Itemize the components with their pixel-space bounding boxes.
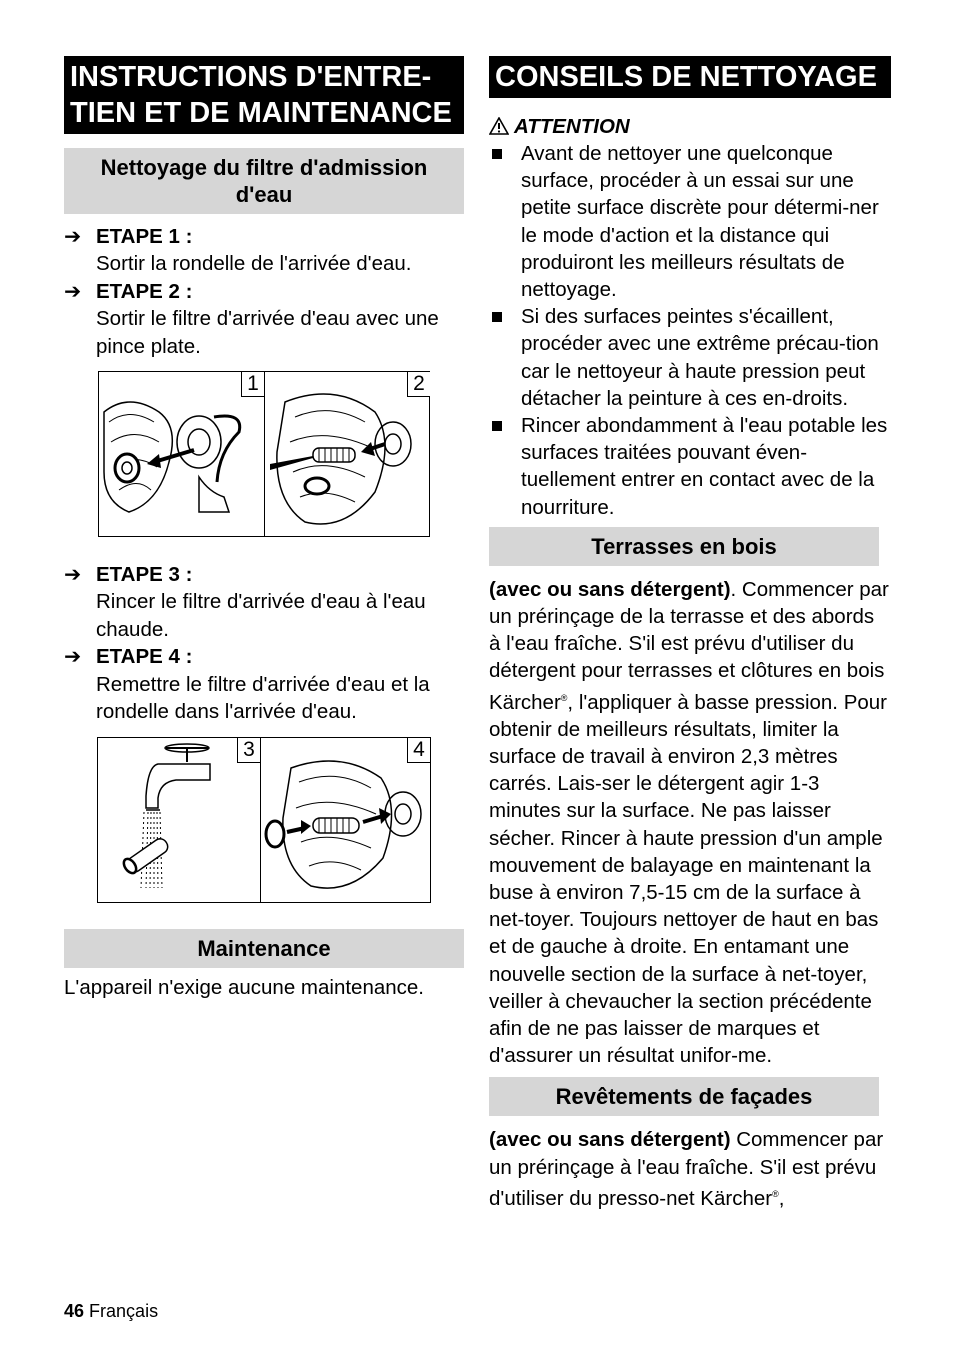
- facades-text: (avec ou sans détergent) Commencer par un prérinçage à l'eau fraîche. S'il est prévu d'utiliser du presso-net Kärcher®,: [489, 1128, 884, 1210]
- list-item: Rincer abondamment à l'eau potable les surfaces traitées pouvant éven-tuellement entrer en contact avec de la nourriture.: [489, 412, 891, 521]
- filter-reinsertion-illustration: [261, 738, 430, 902]
- filter-removal-illustration: [265, 372, 430, 536]
- step-text: Sortir la rondelle de l'arrivée d'eau.: [96, 252, 412, 276]
- step-2: [64, 278, 464, 360]
- figure-number: 1: [241, 372, 264, 397]
- maintenance-text: L'appareil n'exige aucune maintenance.: [64, 976, 425, 1000]
- arrow-icon: ➔: [64, 279, 82, 303]
- figure-number: 2: [407, 372, 430, 397]
- maintenance-title: INSTRUCTIONS D'ENTRE-TIEN ET DE MAINTENANCE: [64, 56, 464, 134]
- step-text: Sortir le filtre d'arrivée d'eau avec une pince plate.: [96, 307, 439, 358]
- footer-language: Français: [89, 1301, 159, 1321]
- facades-heading: Revêtements de façades: [489, 1077, 879, 1116]
- warning-triangle-icon: [489, 117, 509, 135]
- step-label: ETAPE 1 :: [96, 225, 193, 248]
- filter-section-heading: Nettoyage du filtre d'admission d'eau: [64, 148, 464, 214]
- page-footer: [64, 1301, 158, 1322]
- step-label: ETAPE 4 :: [96, 645, 193, 669]
- figure-number: 3: [237, 738, 260, 763]
- bullet-square-icon: [492, 149, 502, 159]
- figure-panel-4: [261, 738, 430, 902]
- arrow-icon: ➔: [64, 563, 82, 587]
- step-4: [64, 643, 464, 725]
- figure-panel-2: [265, 372, 430, 536]
- terrasses-heading: Terrasses en bois: [489, 527, 879, 566]
- right-column: [489, 56, 891, 1212]
- arrow-icon: ➔: [64, 645, 82, 669]
- figure-panel-3: [98, 738, 261, 902]
- figure-steps-1-2: [98, 371, 430, 537]
- figure-panel-1: [99, 372, 265, 536]
- list-item: Si des surfaces peintes s'écaillent, procéder avec une extrême précau-tion car le nettoyeur à haute pression peut détacher la peinture à ces en-droits.: [489, 303, 891, 412]
- list-item: Avant de nettoyer une quelconque surface, procéder à un essai sur une petite surface discrète pour détermi-ner le mode d'action et la distance qui produiront les meilleurs résultats de nettoyage.: [489, 140, 891, 303]
- step-label: ETAPE 3 :: [96, 563, 193, 587]
- bullet-square-icon: [492, 421, 502, 431]
- figure-steps-3-4: [97, 737, 431, 903]
- step-3: [64, 561, 464, 643]
- bullet-square-icon: [492, 312, 502, 322]
- step-text: Rincer le filtre d'arrivée d'eau à l'eau chaude.: [96, 590, 426, 641]
- step-text: Remettre le filtre d'arrivée d'eau et la rondelle dans l'arrivée d'eau.: [96, 672, 430, 724]
- attention-list: [489, 140, 891, 521]
- arrow-icon: ➔: [64, 225, 82, 248]
- left-column: [64, 56, 464, 1002]
- terrasses-text: (avec ou sans détergent). Commencer par un prérinçage de la terrasse et des abords à l'eau fraîche. S'il est prévu d'utiliser du détergent pour terrasses et clôtures en bois Kärcher®, l'appliquer à basse pression. Pour obtenir de meilleurs résultats, limiter la surface de travail à environ 2,3 mètres carrés. Lais-ser le détergent agir 1-3 minutes sur la surface. Ne pas laisser sécher. Rincer à haute pression d'un ample mouvement de balayage en maintenant la buse à environ 7,5-15 cm de la surface à net-toyer. Toujours nettoyer de haut en bas et de gauche à droite. En entamant une nouvelle section de la surface à net-toyer, veiller à chevaucher la section précédente afin de ne pas laisser de marques et d'assurer un résultat unifor-me.: [489, 577, 889, 1068]
- step-1: [64, 223, 464, 278]
- cleaning-tips-title: CONSEILS DE NETTOYAGE: [489, 56, 891, 98]
- attention-note: [489, 114, 891, 140]
- attention-label: ATTENTION: [513, 115, 630, 138]
- maintenance-heading: Maintenance: [64, 929, 464, 968]
- figure-number: 4: [407, 738, 430, 763]
- step-label: ETAPE 2 :: [96, 279, 193, 303]
- faucet-rinse-illustration: [98, 738, 260, 902]
- washer-removal-illustration: [99, 372, 264, 536]
- page-number: 46: [64, 1301, 85, 1321]
